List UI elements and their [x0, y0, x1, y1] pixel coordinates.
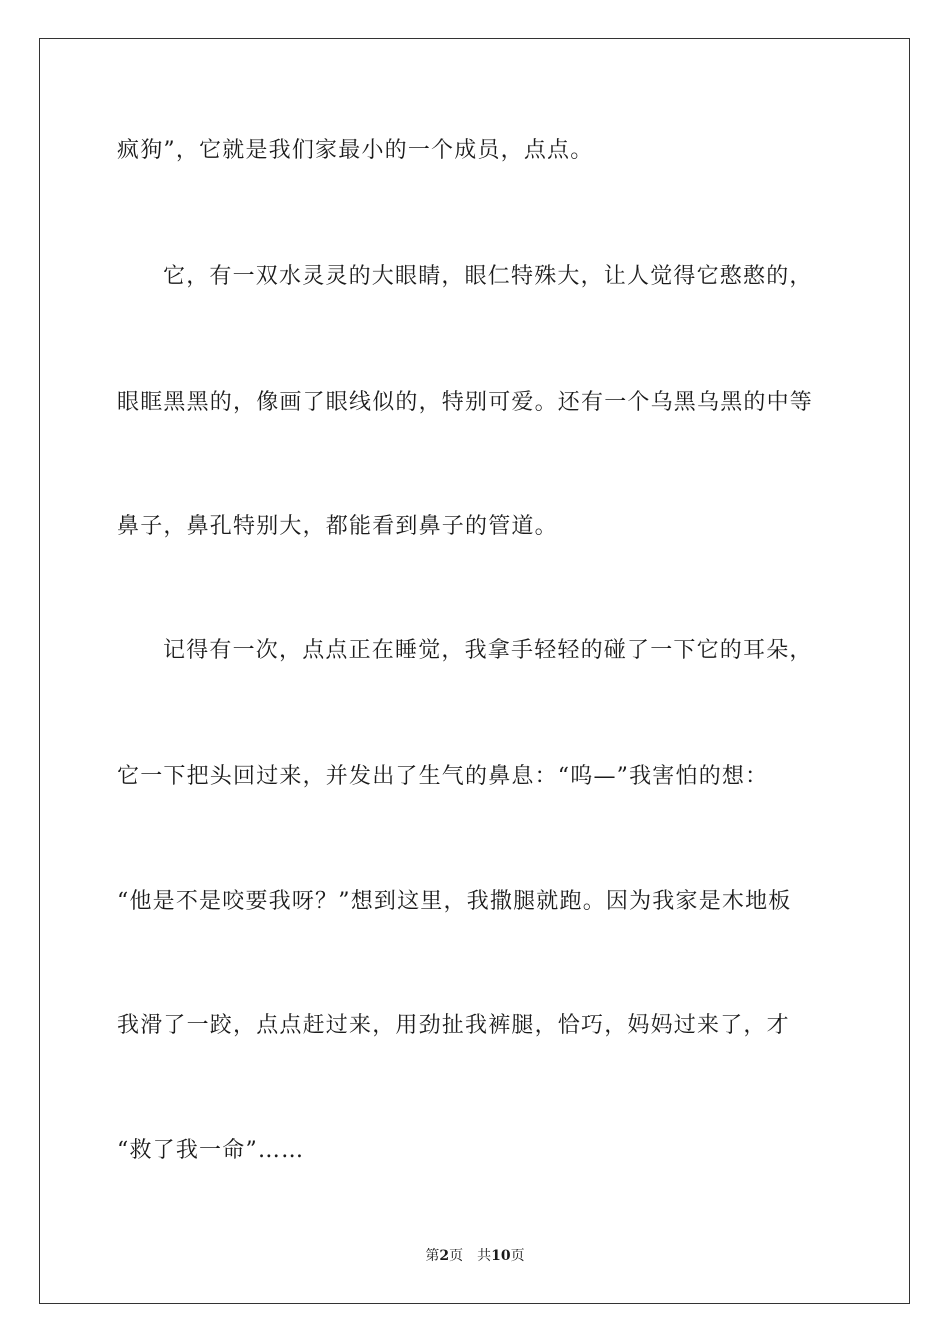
total-prefix: 共: [477, 1248, 492, 1264]
paragraph-line-6: 它一下把头回过来，并发出了生气的鼻息：“呜—”我害怕的想：: [117, 764, 769, 789]
page-footer: [0, 1247, 950, 1265]
page-suffix: 页: [449, 1248, 464, 1264]
paragraph-line-2: 它，有一双水灵灵的大眼睛，眼仁特殊大，让人觉得它憨憨的，: [163, 264, 813, 289]
paragraph-line-3: 眼眶黑黑的，像画了眼线似的，特别可爱。还有一个乌黑乌黑的中等: [117, 390, 814, 415]
paragraph-line-7: “他是不是咬要我呀？”想到这里，我撒腿就跑。因为我家是木地板: [117, 889, 792, 914]
paragraph-line-5: 记得有一次，点点正在睡觉，我拿手轻轻的碰了一下它的耳朵，: [163, 638, 813, 663]
paragraph-line-9: “救了我一命”……: [117, 1138, 305, 1163]
total-pages: 10: [491, 1248, 511, 1264]
page-prefix: 第: [425, 1248, 440, 1264]
page-border: [39, 38, 910, 1304]
paragraph-line-1: 疯狗”，它就是我们家最小的一个成员，点点。: [117, 138, 594, 163]
page-number: 2: [439, 1248, 450, 1264]
paragraph-line-8: 我滑了一跤，点点赶过来，用劲扯我裤腿，恰巧，妈妈过来了，才: [117, 1013, 790, 1038]
total-suffix: 页: [510, 1248, 525, 1264]
paragraph-line-4: 鼻子，鼻孔特别大，都能看到鼻子的管道。: [117, 514, 558, 539]
